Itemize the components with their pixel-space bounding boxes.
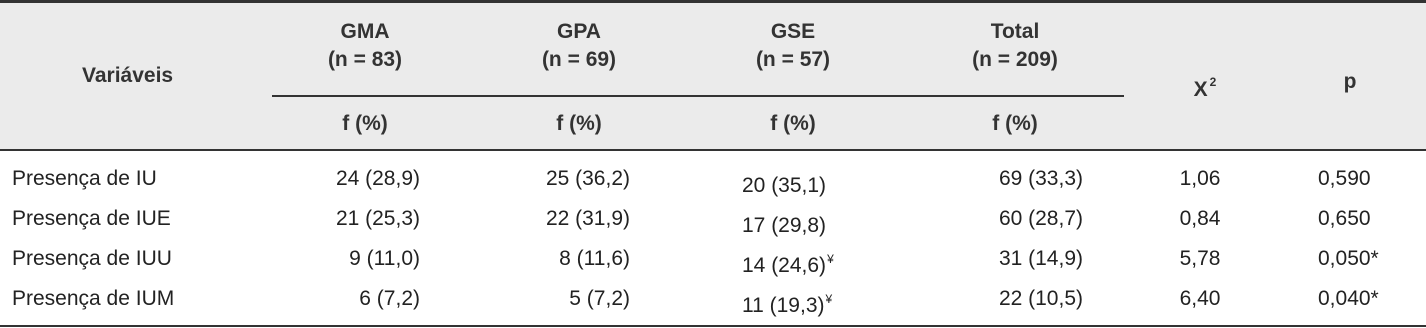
cell-gse (742, 285, 832, 320)
cell-gma: 21 (25,3) (335, 207, 420, 230)
cell-gse (742, 245, 834, 280)
header-group-gse (728, 18, 858, 74)
cell-total: 69 (33,3) (998, 167, 1083, 190)
cell-p: 0,050* (1318, 247, 1379, 270)
header-group-n: (n = 57) (755, 48, 831, 71)
cell-gse-mark: ¥ (825, 292, 833, 306)
cell-chi: 0,84 (1179, 207, 1221, 230)
cell-chi: 5,78 (1179, 247, 1221, 270)
header-group-name: Total (990, 20, 1040, 43)
row-label: Presença de IU (12, 167, 157, 190)
cell-total: 31 (14,9) (998, 247, 1083, 270)
header-unit-total: f (%) (992, 112, 1038, 135)
cell-gma: 6 (7,2) (359, 287, 420, 310)
row-label: Presença de IUE (12, 207, 171, 230)
cell-gse-value: 14 (24,6) (742, 254, 827, 277)
cell-gma: 24 (28,9) (335, 167, 420, 190)
cell-p: 0,590 (1318, 167, 1371, 190)
cell-gse (742, 205, 827, 240)
cell-gpa: 5 (7,2) (569, 287, 630, 310)
cell-gpa: 22 (31,9) (545, 207, 630, 230)
header-bottom-rule (0, 149, 1426, 151)
cell-gma: 9 (11,0) (349, 247, 420, 270)
header-p: p (1343, 70, 1357, 93)
header-unit-gpa: f (%) (556, 112, 602, 135)
header-unit-gma: f (%) (342, 112, 388, 135)
cell-gse-value: 17 (29,8) (742, 214, 827, 237)
cell-gse-value: 20 (35,1) (742, 174, 827, 197)
header-group-name: GMA (340, 20, 390, 43)
header-sub-rule (272, 95, 1124, 97)
row-label: Presença de IUM (12, 287, 175, 310)
cell-chi: 6,40 (1179, 287, 1221, 310)
header-group-gma (300, 18, 430, 74)
header-group-total (940, 18, 1090, 74)
header-group-name: GSE (770, 20, 816, 43)
header-group-n: (n = 209) (972, 48, 1058, 71)
cell-gse-mark: ¥ (827, 252, 834, 266)
row-label: Presença de IUU (12, 247, 172, 270)
header-chi-square (1185, 68, 1225, 104)
header-group-name: GPA (557, 20, 601, 43)
chi-superscript: 2 (1209, 75, 1217, 89)
cell-p: 0,040* (1318, 287, 1379, 310)
cell-p: 0,650 (1318, 207, 1371, 230)
header-group-n: (n = 69) (541, 48, 617, 71)
chi-label: X (1193, 78, 1208, 101)
cell-total: 22 (10,5) (998, 287, 1083, 310)
cell-gpa: 25 (36,2) (545, 167, 630, 190)
cell-total: 60 (28,7) (998, 207, 1083, 230)
header-unit-gse: f (%) (770, 112, 816, 135)
cell-gse (742, 165, 827, 200)
cell-gse-value: 11 (19,3) (742, 294, 825, 317)
header-group-gpa (514, 18, 644, 74)
table-bottom-rule (0, 325, 1426, 327)
cell-gpa: 8 (11,6) (559, 247, 630, 270)
header-variables: Variáveis (82, 64, 174, 87)
cell-chi: 1,06 (1179, 167, 1221, 190)
header-group-n: (n = 83) (327, 48, 403, 71)
